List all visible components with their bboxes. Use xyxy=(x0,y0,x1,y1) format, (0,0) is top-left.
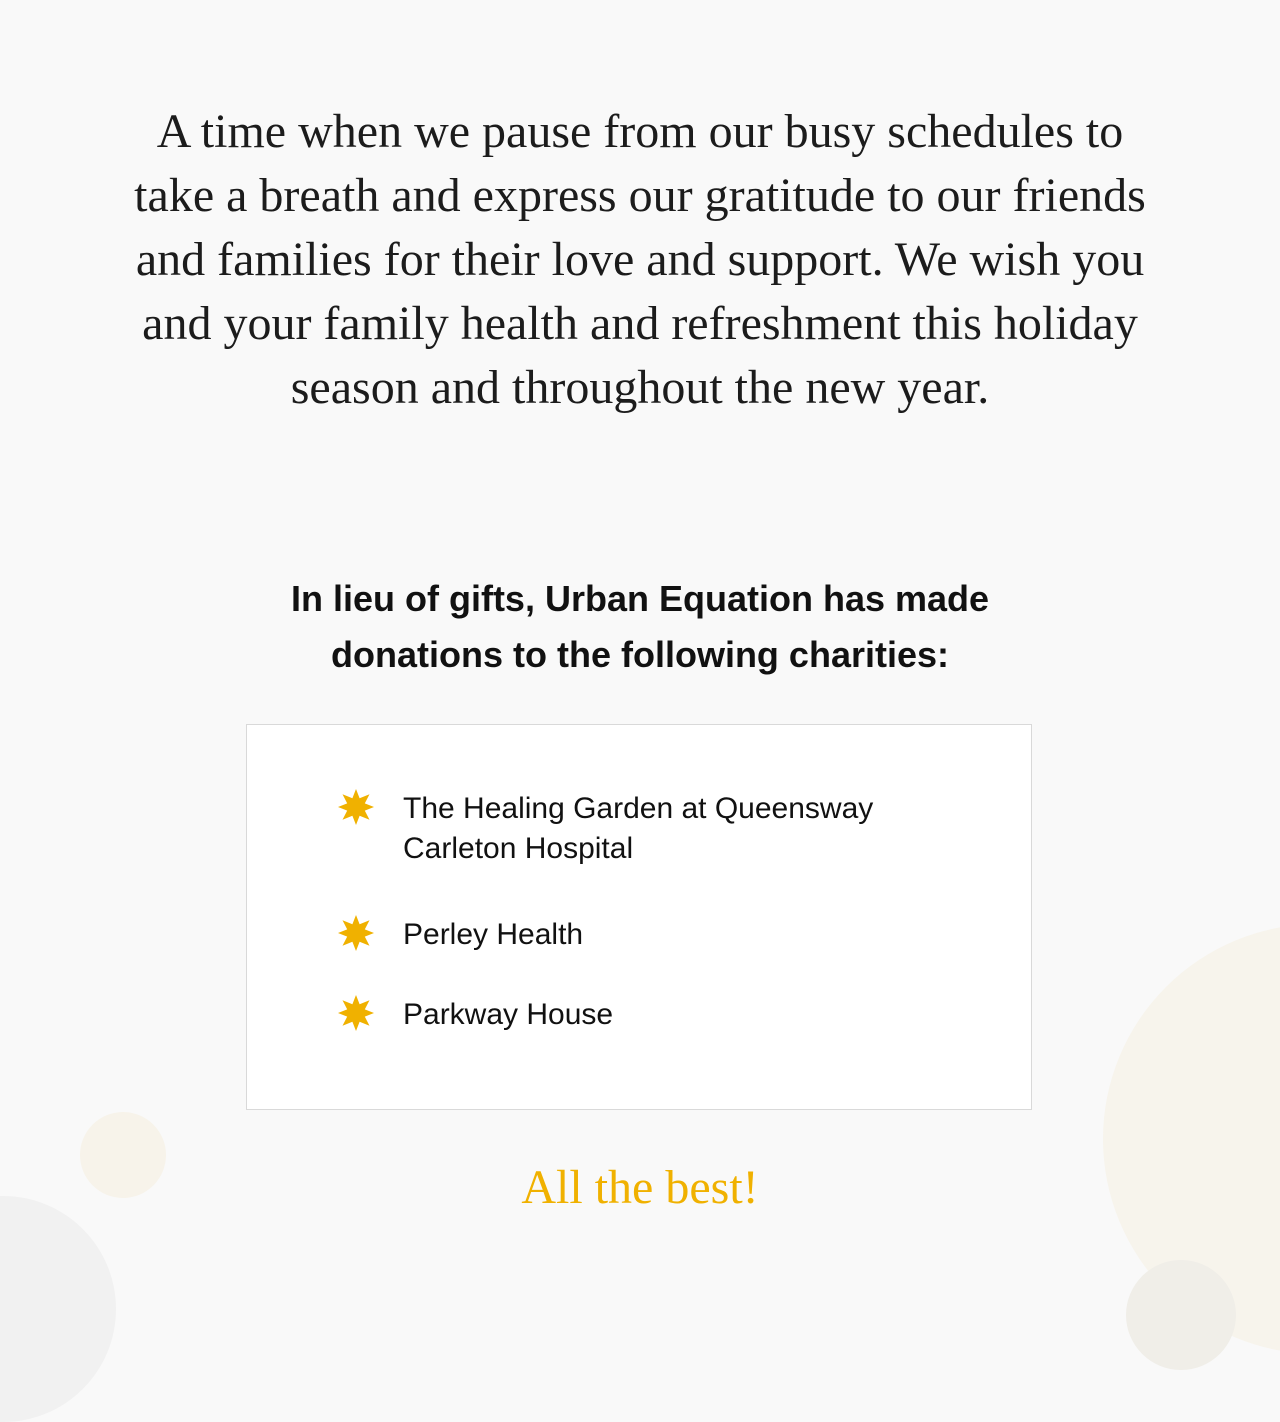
charity-name: Parkway House xyxy=(403,998,614,1031)
star-icon-shape xyxy=(338,915,374,951)
star-icon xyxy=(338,789,374,825)
star-icon-shape xyxy=(338,995,374,1031)
decorative-circle xyxy=(0,1196,116,1422)
star-icon xyxy=(338,995,374,1031)
decorative-circle xyxy=(80,1112,166,1198)
star-icon-shape xyxy=(338,789,374,825)
decorative-circle xyxy=(1126,1260,1236,1370)
charity-name: Perley Health xyxy=(403,918,584,951)
closing-message: All the best! xyxy=(521,1161,759,1214)
holiday-message: A time when we pause from our busy schedules to take a breath and express our gratitude to our friends and families for their love and support. We wish you and your family health and refreshment this holiday season and throughout the new year. xyxy=(134,105,1146,414)
star-icon xyxy=(338,915,374,951)
donations-heading: In lieu of gifts, Urban Equation has made donations to the following charities: xyxy=(290,578,990,675)
charity-name: The Healing Garden at Queensway Carleton Hospital xyxy=(403,792,874,865)
charity-list-card xyxy=(246,724,1032,1110)
